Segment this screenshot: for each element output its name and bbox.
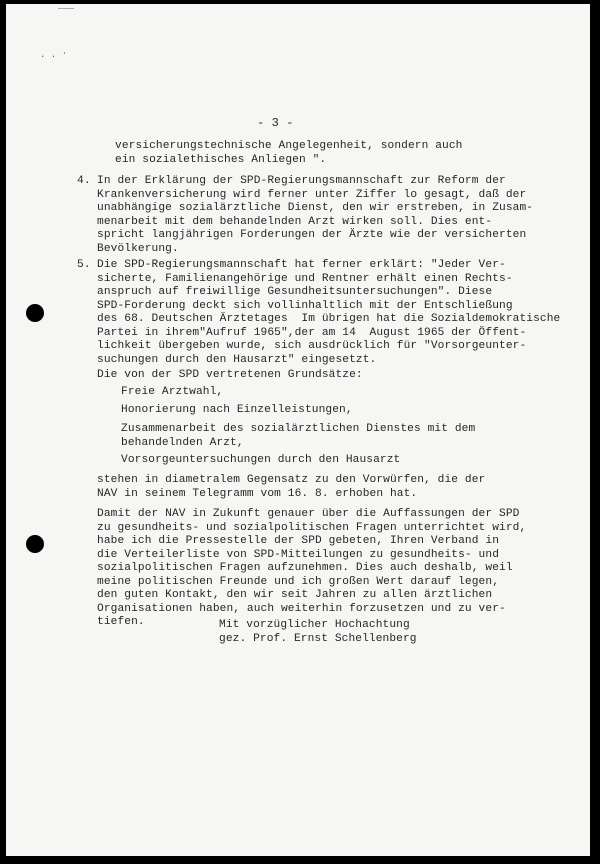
closing-line: Damit der NAV in Zukunft genauer über die Auffassungen der SPD [97,508,520,520]
item5-line: SPD-Forderung deckt sich vollinhaltlich mit der Entschließung [97,299,513,312]
principle-item: Freie Arztwahl, [121,386,224,398]
closing-line: zu gesundheits- und sozialpolitischen Fragen unterrichtet wird, [97,521,527,534]
item5-number: 5. [77,259,91,271]
scan-speck: · · ʼ [40,52,68,62]
signature-name: gez. Prof. Ernst Schellenberg [219,633,417,645]
item4-line: Krankenversicherung wird ferner unter Ziffer lo gesagt, daß der [97,188,527,201]
principle-item: Vorsorgeuntersuchungen durch den Hausarzt [121,454,401,466]
principles-intro: Die von der SPD vertretenen Grundsätze: [97,369,363,381]
page-number: - 3 - [257,116,294,130]
item5-line: des 68. Deutschen Ärztetages Im übrigen hat die Sozialdemokratische [97,313,561,325]
principles-outro-line: NAV in seinem Telegramm vom 16. 8. erhoben hat. [97,487,418,500]
closing-line: den guten Kontakt, den wir seit Jahren zu allen ärztlichen [97,589,493,601]
closing-line: tiefen. [97,616,145,628]
principle-item: behandelnden Arzt, [121,436,244,449]
item5-line: anspruch auf freiwillige Gesundheitsuntersuchungen". Diese [97,286,493,298]
item4-number: 4. [77,175,91,187]
punch-hole-top [26,304,44,322]
item4-line: Bevölkerung. [97,242,179,255]
intro-line: ein sozialethisches Anliegen ". [115,154,327,166]
item5-line: lichkeit übergeben wurde, sich ausdrücklich für "Vorsorgeunter- [97,340,527,352]
closing-line: habe ich die Pressestelle der SPD gebeten, Ihren Verband in [97,535,500,547]
item5-line: Die SPD-Regierungsmannschaft hat ferner erklärt: "Jeder Ver- [97,259,506,271]
principles-outro-line: stehen in diametralem Gegensatz zu den Vorwürfen, die der [97,474,486,486]
item4-line: unabhängige sozialärztliche Dienst, den wir erstreben, in Zusam- [97,202,534,214]
scan-speck-top: ‾‾‾ [58,8,75,18]
principle-item: Honorierung nach Einzelleistungen, [121,404,353,416]
intro-line: versicherungstechnische Angelegenheit, sondern auch [115,140,463,152]
item4-line: spricht langjährigen Forderungen der Ärzte wie der versicherten [97,229,527,241]
punch-hole-bottom [26,535,44,553]
closing-line: die Verteilerliste von SPD-Mitteilungen zu gesundheits- und [97,548,500,561]
item5-line: sicherte, Familienangehörige und Rentner erhält einen Rechts- [97,272,513,285]
principle-item: Zusammenarbeit des sozialärztlichen Dienstes mit dem [121,423,476,435]
item5-line: Partei in ihrem"Aufruf 1965",der am 14 August 1965 der Öffent- [97,326,527,339]
closing-line: Organisationen haben, auch weiterhin forzusetzen und zu ver- [97,602,506,615]
item5-line: suchungen durch den Hausarzt" eingesetzt. [97,353,377,366]
closing-line: sozialpolitischen Fragen aufzunehmen. Dies auch deshalb, weil [97,562,513,574]
item4-line: menarbeit mit dem behandelnden Arzt wirken soll. Dies ent- [97,215,493,228]
item4-line: In der Erklärung der SPD-Regierungsmannschaft zur Reform der [97,175,506,187]
closing-line: meine politischen Freunde und ich großen Wert darauf legen, [97,575,500,588]
signature-greeting: Mit vorzüglicher Hochachtung [219,619,410,631]
document-page [6,4,590,856]
